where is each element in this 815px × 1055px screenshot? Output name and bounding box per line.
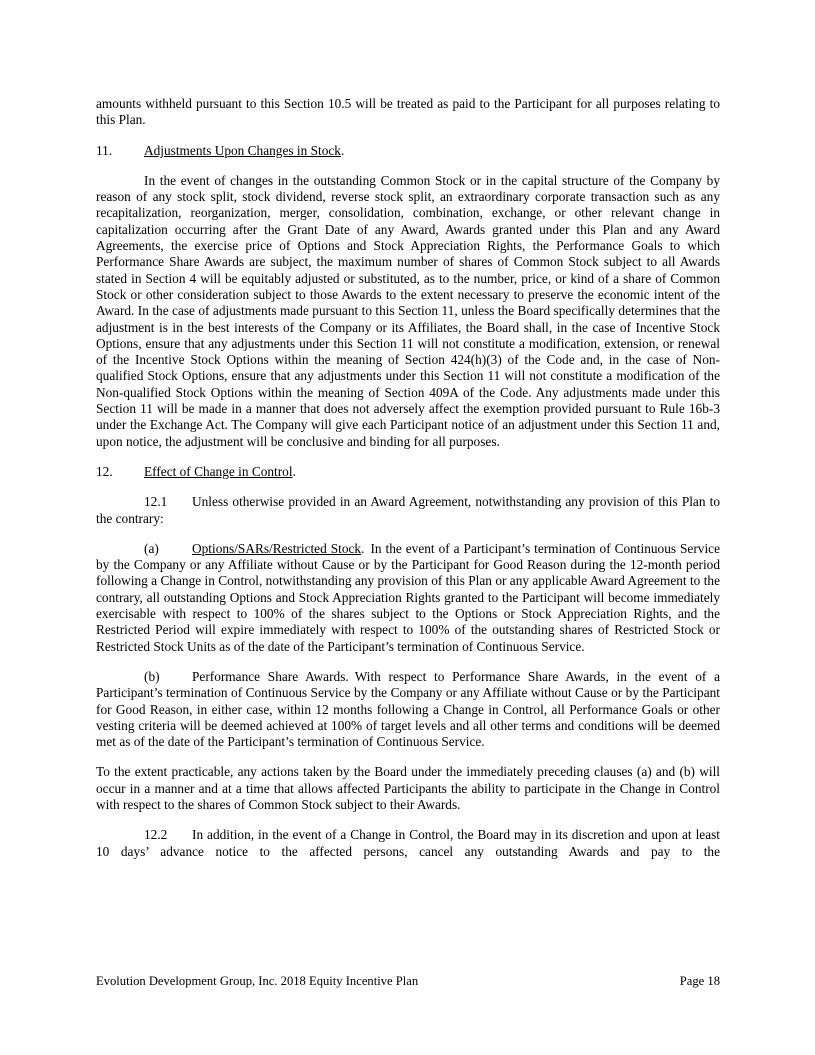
page-footer (96, 974, 720, 989)
clause-number: 12.1 (144, 494, 168, 510)
clause-heading-period: . (361, 540, 365, 556)
footer-document-title: Evolution Development Group, Inc. 2018 Equity Incentive Plan (96, 974, 419, 988)
section-title-period: . (292, 463, 296, 479)
practicable-paragraph: To the extent practicable, any actions taken by the Board under the immediately preceding clauses (a) and (b) will occur in a manner and at a time that allows affected Participants the ability to participate in the Change in Control with respect to the shares of Common Stock subject to their Awards. (96, 764, 720, 812)
clause-text: In the event of a Participant’s termination of Continuous Service by the Company or any Affiliate without Cause or by the Participant for Good Reason during the 12-month period following a Change in Control, notwithstanding any provision of this Plan or any applicable Award Agreement to the contrary, all outstanding Options and Stock Appreciation Rights granted to the Participant will become immediately exercisable with respect to 100% of the shares subject to the Options or Stock Appreciation Rights, and the Restricted Period will expire immediately with respect to 100% of the outstanding shares of Restricted Stock or Restricted Stock Units as of the date of the Participant’s termination of Continuous Service. (96, 540, 720, 654)
document-body (96, 96, 720, 860)
section-heading-12 (96, 464, 720, 480)
clause-heading: Options/SARs/Restricted Stock (192, 540, 362, 556)
clause-label: (a) (144, 540, 159, 556)
clause-number: 12.2 (144, 827, 168, 843)
clause-12-1-paragraph (96, 494, 720, 527)
section-number: 12. (96, 463, 113, 479)
clause-text: Unless otherwise provided in an Award Agreement, notwithstanding any provision of this Plan to the contrary: (96, 494, 720, 526)
continuation-paragraph: amounts withheld pursuant to this Section 10.5 will be treated as paid to the Participant for all purposes relating to this Plan. (96, 96, 720, 128)
clause-text: With respect to Performance Share Awards, in the event of a Participant’s termination of Continuous Service by the Company or any Affiliate without Cause or by the Participant for Good Reason, in either case, within 12 months following a Change in Control, all Performance Goals or other vesting criteria will be deemed achieved at 100% of target levels and all other terms and conditions will be deemed met as of the date of the Participant’s termination of Continuous Service. (96, 668, 720, 750)
section-title-period: . (340, 142, 345, 158)
clause-b-paragraph (96, 669, 720, 750)
clause-12-2-paragraph (96, 827, 720, 860)
section-number: 11. (96, 142, 113, 158)
clause-text: In addition, in the event of a Change in Control, the Board may in its discretion and upon at least 10 days’ advance notice to the affected persons, cancel any outstanding Awards and pay to the (96, 827, 720, 859)
footer-page-number: Page 18 (679, 974, 720, 988)
section-heading-11 (96, 143, 720, 159)
section-11-paragraph: In the event of changes in the outstanding Common Stock or in the capital structure of the Company by reason of any stock split, stock dividend, reverse stock split, an extraordinary corporate transaction such as any recapitalization, reorganization, merger, consolidation, combination, exchange, or other relevant change in capitalization occurring after the Grant Date of any Award, Awards granted under this Plan and any Award Agreements, the exercise price of Options and Stock Appreciation Rights, the Performance Goals to which Performance Share Awards are subject, the maximum number of shares of Common Stock subject to all Awards stated in Section 4 will be equitably adjusted or substituted, as to the number, price, or kind of a share of Common Stock or other consideration subject to those Awards to the extent necessary to preserve the economic intent of the Award. In the case of adjustments made pursuant to this Section 11, unless the Board specifically determines that the adjustment is in the best interests of the Company or its Affiliates, the Board shall, in the case of Incentive Stock Options, ensure that any adjustments under this Section 11 will not constitute a modification, extension, or renewal of the Incentive Stock Options within the meaning of Section 424(h)(3) of the Code and, in the case of Non-qualified Stock Options, ensure that any adjustments under this Section 11 will not constitute a modification of the Non-qualified Stock Options within the meaning of Section 409A of the Code. Any adjustments made under this Section 11 will be made in a manner that does not adversely affect the exemption provided pursuant to Rule 16b-3 under the Exchange Act. The Company will give each Participant notice of an adjustment under this Section 11 and, upon notice, the adjustment will be conclusive and binding for all purposes. (96, 172, 720, 449)
section-title: Effect of Change in Control (144, 463, 293, 479)
clause-label: (b) (144, 668, 160, 684)
clause-run-in-heading: Performance Share Awards. (192, 668, 349, 684)
section-title: Adjustments Upon Changes in Stock (144, 142, 341, 158)
clause-a-paragraph (96, 541, 720, 655)
